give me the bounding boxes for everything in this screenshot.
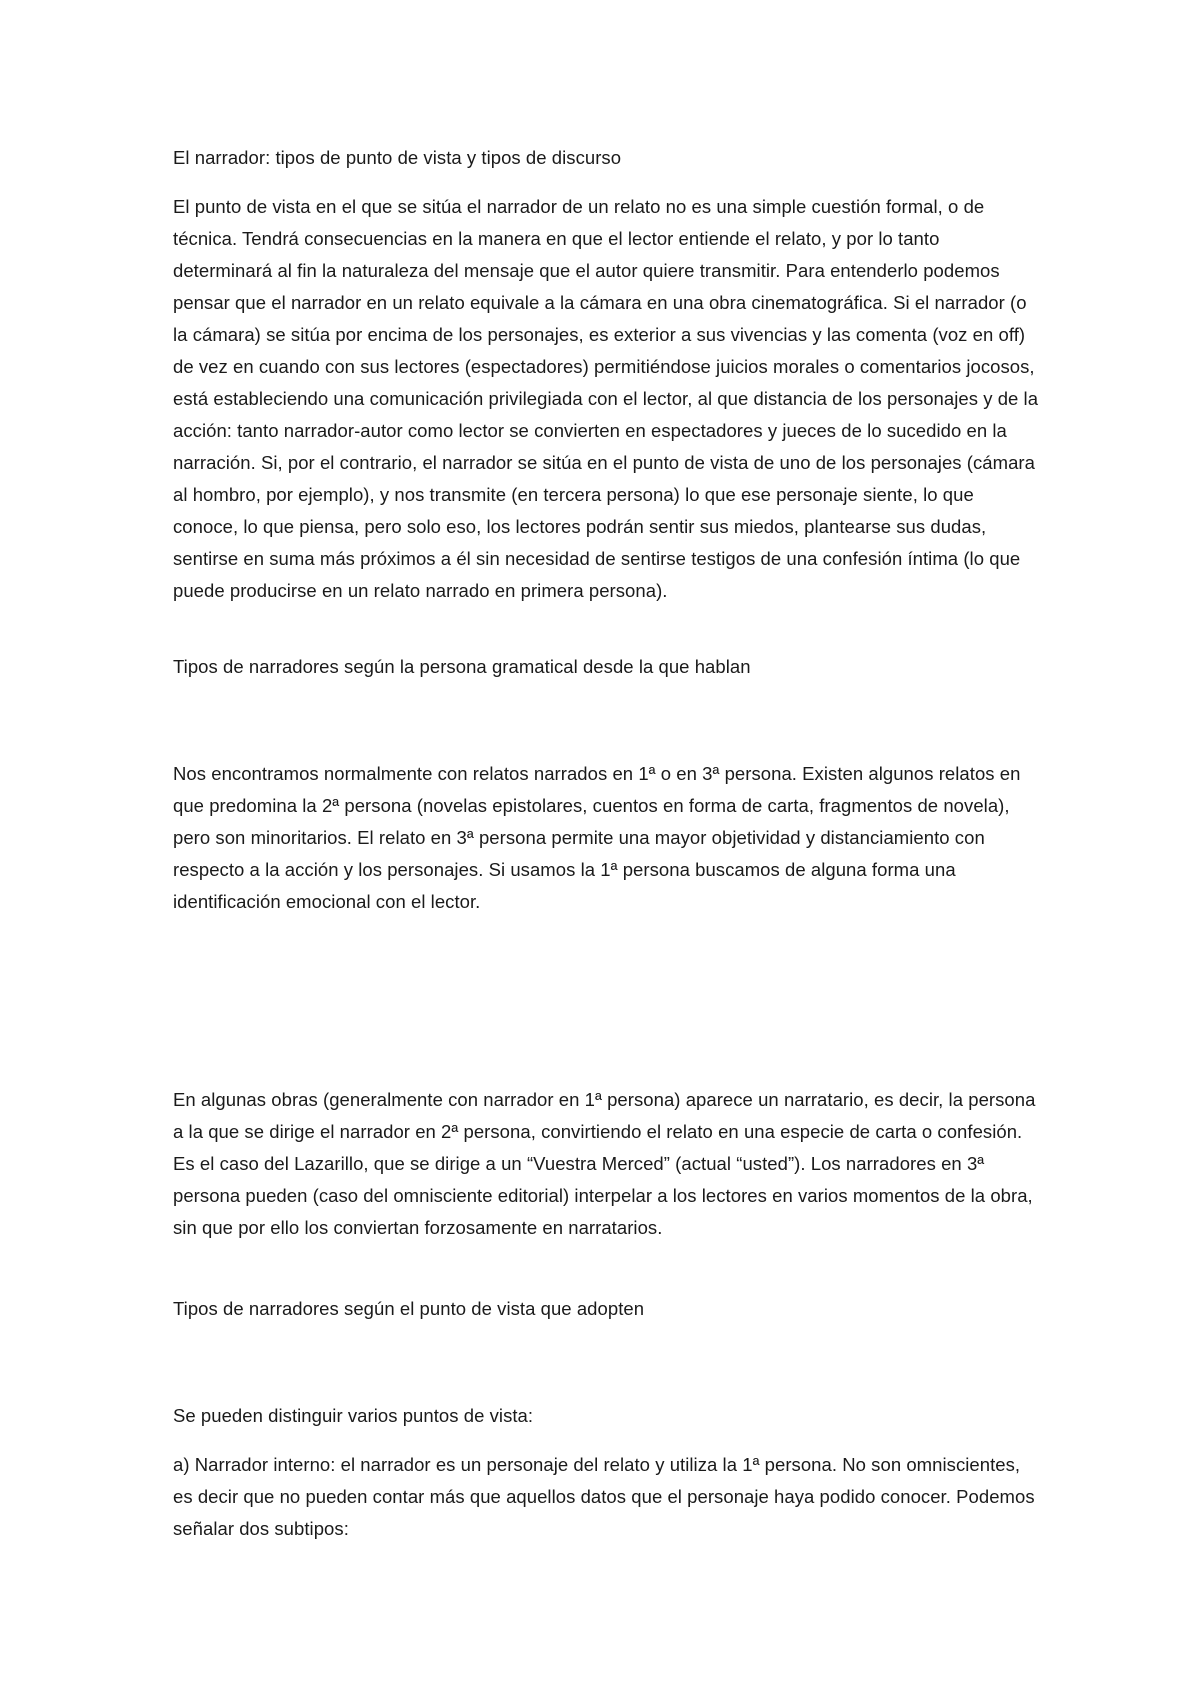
- paragraph-punto-de-vista: El punto de vista en el que se sitúa el narrador de un relato no es una simple cuestión formal, o de técnica. Tendrá consecuencias en la manera en que el lector entiende el relato, y por lo tanto determinará al fin la naturaleza del mensaje que el autor quiere transmitir. Para entenderlo podemos pensar que el narrador en un relato equivale a la cámara en una obra cinematográfica. Si el narrador (o la cámara) se sitúa por encima de los personajes, es exterior a sus vivencias y las comenta (voz en off) de vez en cuando con sus lectores (espectadores) permitiéndose juicios morales o comentarios jocosos, está estableciendo una comunicación privilegiada con el lector, al que distancia de los personajes y de la acción: tanto narrador-autor como lector se convierten en espectadores y jueces de lo sucedido en la narración. Si, por el contrario, el narrador se sitúa en el punto de vista de uno de los personajes (cámara al hombro, por ejemplo), y nos transmite (en tercera persona) lo que ese personaje siente, lo que conoce, lo que piensa, pero solo eso, los lectores podrán sentir sus miedos, plantearse sus dudas, sentirse en suma más próximos a él sin necesidad de sentirse testigos de una confesión íntima (lo que puede producirse en un relato narrado en primera persona).: [173, 196, 1039, 601]
- paragraph-puntos-de-vista-intro: Se pueden distinguir varios puntos de vista:: [173, 1405, 534, 1426]
- section-heading-persona-gramatical: Tipos de narradores según la persona gramatical desde la que hablan: [173, 656, 751, 677]
- paragraph-narratario: En algunas obras (generalmente con narrador en 1ª persona) aparece un narratario, es decir, la persona a la que se dirige el narrador en 2ª persona, convirtiendo el relato en una especie de carta o confesión. Es el caso del Lazarillo, que se dirige a un “Vuestra Merced” (actual “usted”). Los narradores en 3ª persona pueden (caso del omnisciente editorial) interpelar a los lectores en varios momentos de la obra, sin que por ello los conviertan forzosamente en narratarios.: [173, 1089, 1036, 1238]
- section-heading-punto-de-vista: Tipos de narradores según el punto de vista que adopten: [173, 1298, 645, 1319]
- paragraph-persona-gramatical: Nos encontramos normalmente con relatos narrados en 1ª o en 3ª persona. Existen algunos relatos en que predomina la 2ª persona (novelas epistolares, cuentos en forma de carta, fragmentos de novela), pero son minoritarios. El relato en 3ª persona permite una mayor objetividad y distanciamiento con respecto a la acción y los personajes. Si usamos la 1ª persona buscamos de alguna forma una identificación emocional con el lector.: [173, 763, 1021, 912]
- document-title: El narrador: tipos de punto de vista y tipos de discurso: [173, 147, 622, 168]
- paragraph-narrador-interno: a) Narrador interno: el narrador es un personaje del relato y utiliza la 1ª persona. No son omniscientes, es decir que no pueden contar más que aquellos datos que el personaje haya podido conocer. Podemos señalar dos subtipos:: [173, 1454, 1035, 1539]
